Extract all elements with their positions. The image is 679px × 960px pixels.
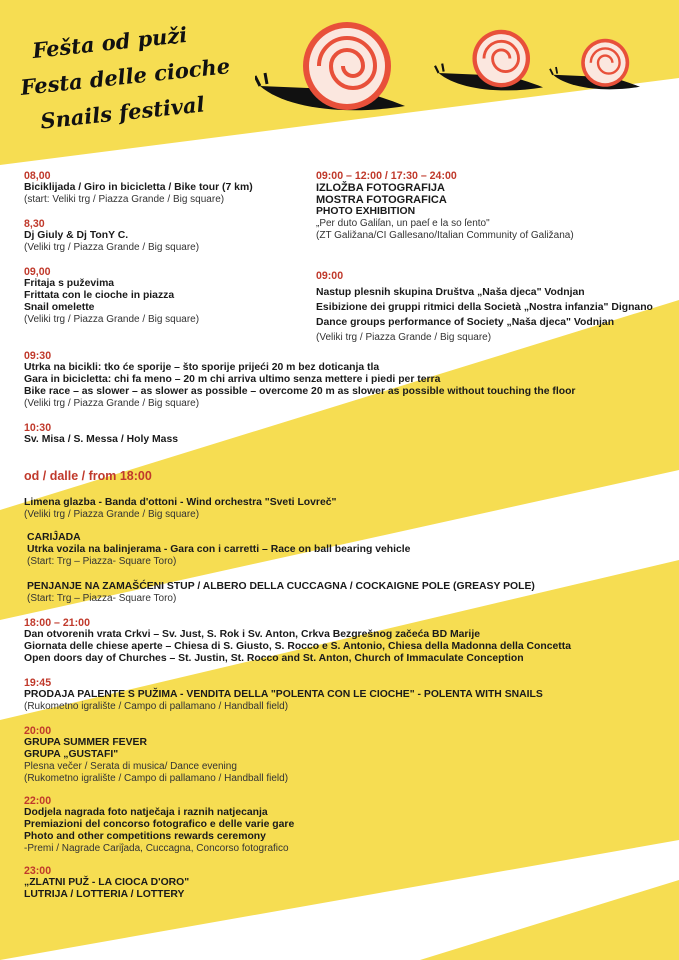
event-holy-mass: [24, 422, 178, 446]
event-title: Bike race – as slower – as slower as possible – overcome 20 m as slower as possible without touching the floor: [24, 386, 576, 397]
event-polenta: [24, 677, 543, 713]
event-0830: [24, 218, 199, 254]
event-wind-orchestra: [24, 497, 336, 521]
event-title: GRUPA SUMMER FEVER: [24, 737, 147, 748]
event-time: 18:00 – 21:00: [24, 617, 90, 629]
event-photo-exhibition: [316, 170, 574, 242]
event-title: Dodjela nagrada foto natječaja i raznih natjecanja: [24, 807, 268, 818]
event-title: IZLOŽBA FOTOGRAFIJA: [316, 182, 445, 194]
event-title: Giornata delle chiese aperte – Chiesa di S. Giusto, S. Rocco e S. Antonio, Chiesa della Madonna della Concetta: [24, 641, 571, 652]
event-location: (Rukometno igralište / Campo di pallamano / Handball field): [24, 773, 289, 784]
event-location: (Veliki trg / Piazza Grande / Big square): [24, 242, 200, 253]
event-title: Nastup plesnih skupina Društva „Naša djeca" Vodnjan: [316, 287, 585, 298]
event-title: Utrka vozila na balinjerama - Gara con i carretti – Race on ball bearing vehicle: [27, 544, 411, 555]
event-location: (Veliki trg / Piazza Grande / Big square): [24, 314, 200, 325]
event-title: Fritaja s puževima: [24, 278, 115, 289]
event-location: (Veliki trg / Piazza Grande / Big square): [24, 398, 200, 409]
event-0900-omelette: [24, 266, 199, 326]
event-title: PRODAJA PALENTE S PUŽIMA - VENDITA DELLA "POLENTA CON LE CIOCHE" - POLENTA WITH SNAILS: [24, 689, 543, 700]
event-lottery: [24, 865, 189, 901]
event-title: „ZLATNI PUŽ - LA CIOCA D'ORO": [24, 877, 190, 888]
event-time: 09:30: [24, 350, 52, 362]
event-title: PHOTO EXHIBITION: [316, 206, 416, 217]
event-location: (Start: Trg – Piazza- Square Toro): [27, 593, 177, 604]
event-location: (Start: Trg – Piazza- Square Toro): [27, 556, 177, 567]
event-title: Gara in bicicletta: chi fa meno – 20 m chi arriva ultimo senza mettere i piedi per terra: [24, 374, 441, 385]
event-title: MOSTRA FOTOGRAFICA: [316, 194, 447, 206]
title-english: Snails festival: [39, 91, 206, 134]
event-title: Biciklijada / Giro in bicicletta / Bike tour (7 km): [24, 182, 253, 193]
event-title: Limena glazba - Banda d'ottoni - Wind orchestra "Sveti Lovreč": [24, 497, 337, 508]
event-time: 23:00: [24, 865, 52, 877]
title-croatian: Fešta od puži: [31, 21, 189, 64]
event-time: 09:00 – 12:00 / 17:30 – 24:00: [316, 170, 457, 182]
event-title: Dan otvorenih vrata Crkvi – Sv. Just, S. Rok i Sv. Anton, Crkva Bezgrešnog začeća BD Marije: [24, 629, 480, 640]
title-italian: Festa delle cioche: [19, 53, 232, 100]
event-description: „Per duto Galiſan, un paeſ e la so ſento": [316, 218, 490, 229]
snails-illustration: [255, 18, 675, 118]
event-title: LUTRIJA / LOTTERIA / LOTTERY: [24, 889, 185, 900]
snail-icon: [255, 22, 405, 110]
event-title: Dance groups performance of Society „Naša djeca" Vodnjan: [316, 317, 615, 328]
event-title: Esibizione dei gruppi ritmici della Società „Nostra infanzia" Dignano: [316, 302, 653, 313]
event-title: PENJANJE NA ZAMAŠĆENI STUP / ALBERO DELLA CUCCAGNA / COCKAIGNE POLE (GREASY POLE): [27, 581, 535, 592]
event-title: Premiazioni del concorso fotografico e delle varie gare: [24, 819, 295, 830]
event-time: 09:00: [316, 270, 344, 282]
event-location: (ZT Galižana/CI Gallesano/Italian Community of Galižana): [316, 230, 574, 241]
event-time: 09,00: [24, 266, 51, 278]
event-title: Sv. Misa / S. Messa / Holy Mass: [24, 434, 179, 445]
event-description: -Premi / Nagrade Cariĵada, Cuccagna, Concorso fotografico: [24, 843, 289, 854]
event-time: 22:00: [24, 795, 52, 807]
snail-icon: [435, 30, 543, 91]
event-greasy-pole: [27, 581, 535, 605]
event-bike-race: [24, 350, 575, 410]
event-time: 10:30: [24, 422, 52, 434]
event-title: Photo and other competitions rewards ceremony: [24, 831, 266, 842]
event-description: Plesna večer / Serata di musica/ Dance evening: [24, 761, 237, 772]
event-time: 19:45: [24, 677, 52, 689]
event-music-groups: [24, 725, 288, 785]
event-title: GRUPA „GUSTAFI": [24, 749, 119, 760]
event-title: Dj Giuly & Dj TonY C.: [24, 230, 129, 241]
event-title: CARIĴADA: [27, 532, 81, 543]
event-0800: [24, 170, 253, 206]
event-carijada: [27, 532, 410, 568]
snail-icon: [550, 39, 640, 90]
event-time: 20:00: [24, 725, 52, 737]
event-title: Snail omelette: [24, 302, 95, 313]
event-awards: [24, 795, 294, 855]
event-location: (start: Veliki trg / Piazza Grande / Big square): [24, 194, 225, 205]
event-location: (Rukometno igralište / Campo di pallamano / Handball field): [24, 701, 289, 712]
event-dance-groups: [316, 270, 653, 345]
event-open-churches: [24, 617, 571, 665]
event-location: (Veliki trg / Piazza Grande / Big square): [316, 332, 492, 343]
event-time: 08,00: [24, 170, 51, 182]
event-title: Open doors day of Churches – St. Justin, St. Rocco and St. Anton, Church of Immaculate Conception: [24, 653, 524, 664]
event-time: 8,30: [24, 218, 45, 230]
event-title: Frittata con le cioche in piazza: [24, 290, 175, 301]
event-title: Utrka na bicikli: tko će sporije – što sporije prijeći 20 m bez doticanja tla: [24, 362, 380, 373]
event-location: (Veliki trg / Piazza Grande / Big square): [24, 509, 200, 520]
evening-header: od / dalle / from 18:00: [24, 469, 152, 483]
